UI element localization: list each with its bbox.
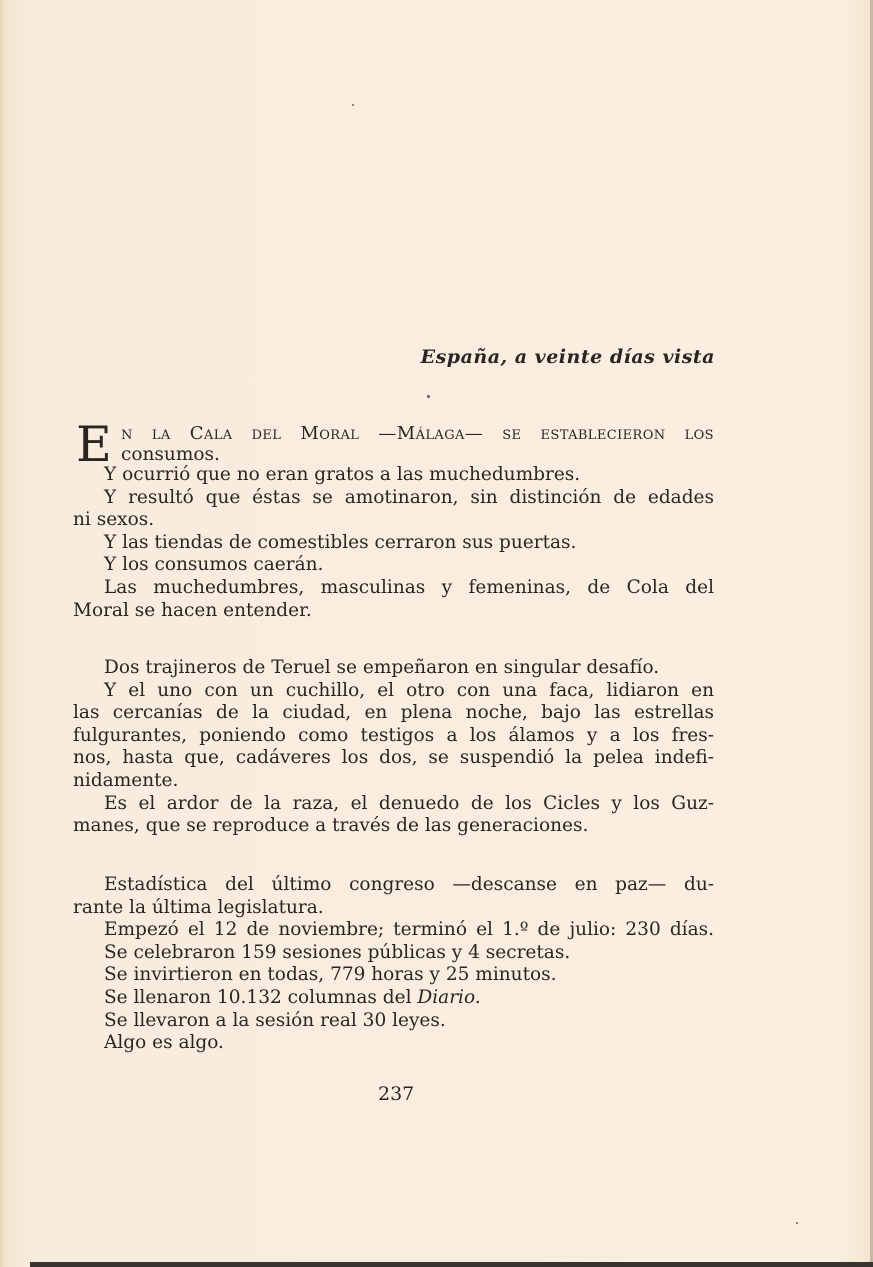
text-line: las cercanías de la ciudad, en plena noche, bajo las estrellas [73, 702, 714, 724]
text-line: Dos trajineros de Teruel se empeñaron en singular desafío. [104, 657, 660, 678]
text-line [73, 987, 714, 1010]
text-line: Se invirtieron en todas, 779 horas y 25 minutos. [104, 964, 557, 986]
text-line: Y resultó que éstas se amotinaron, sin distinción de edades [104, 486, 714, 508]
text-line: Y las tiendas de comestibles cerraron sus puertas. [104, 531, 577, 553]
drop-cap: E [76, 416, 112, 473]
text-line: Es el ardor de la raza, el denuedo de los Cicles y los Guz- [104, 792, 714, 814]
text-line: ni sexos. [73, 509, 155, 531]
ink-speck [796, 1222, 798, 1224]
text-line: Algo es algo. [104, 1032, 224, 1054]
ink-speck [352, 104, 354, 106]
paragraph3 [73, 874, 714, 1055]
section-title: España, a veinte días vista [420, 346, 715, 368]
paragraph2 [73, 657, 714, 838]
ink-speck [427, 395, 430, 398]
paragraph1-first-line: n la Cala del Moral —Málaga— se establecieron los [121, 423, 714, 444]
text-line: Se llevaron a la sesión real 30 leyes. [104, 1009, 446, 1031]
page-left-edge [0, 0, 6, 1267]
text-line: fulgurantes, poniendo como testigos a los álamos y a los fres- [73, 724, 714, 746]
page-number: 237 [378, 1083, 415, 1105]
italic-word: Diario. [417, 986, 481, 1008]
text-line: Y el uno con un cuchillo, el otro con una faca, lidiaron en [104, 679, 714, 701]
text-line: Se celebraron 159 sesiones públicas y 4 secretas. [104, 941, 571, 963]
page-bottom-edge [30, 1262, 873, 1267]
text-line: nidamente. [73, 769, 179, 791]
text-line: nos, hasta que, cadáveres los dos, se suspendió la pelea indefi- [73, 747, 714, 769]
text-line: Empezó el 12 de noviembre; terminó el 1.º de julio: 230 días. [104, 919, 714, 941]
text-line: Y ocurrió que no eran gratos a las muchedumbres. [104, 464, 581, 485]
paragraph1-second-line: consumos. [121, 444, 220, 465]
text-line: Las muchedumbres, masculinas y femeninas, de Cola del [104, 576, 714, 598]
text-line: manes, que se reproduce a través de las generaciones. [73, 815, 589, 837]
text-segment: Se llenaron 10.132 columnas del [104, 986, 412, 1008]
text-line: Moral se hacen entender. [73, 599, 312, 621]
text-line: Estadística del último congreso —descanse en paz— du- [104, 874, 714, 895]
text-line: rante la última legislatura. [73, 896, 324, 918]
paragraph1 [73, 464, 714, 622]
text-line: Y los consumos caerán. [104, 554, 324, 576]
